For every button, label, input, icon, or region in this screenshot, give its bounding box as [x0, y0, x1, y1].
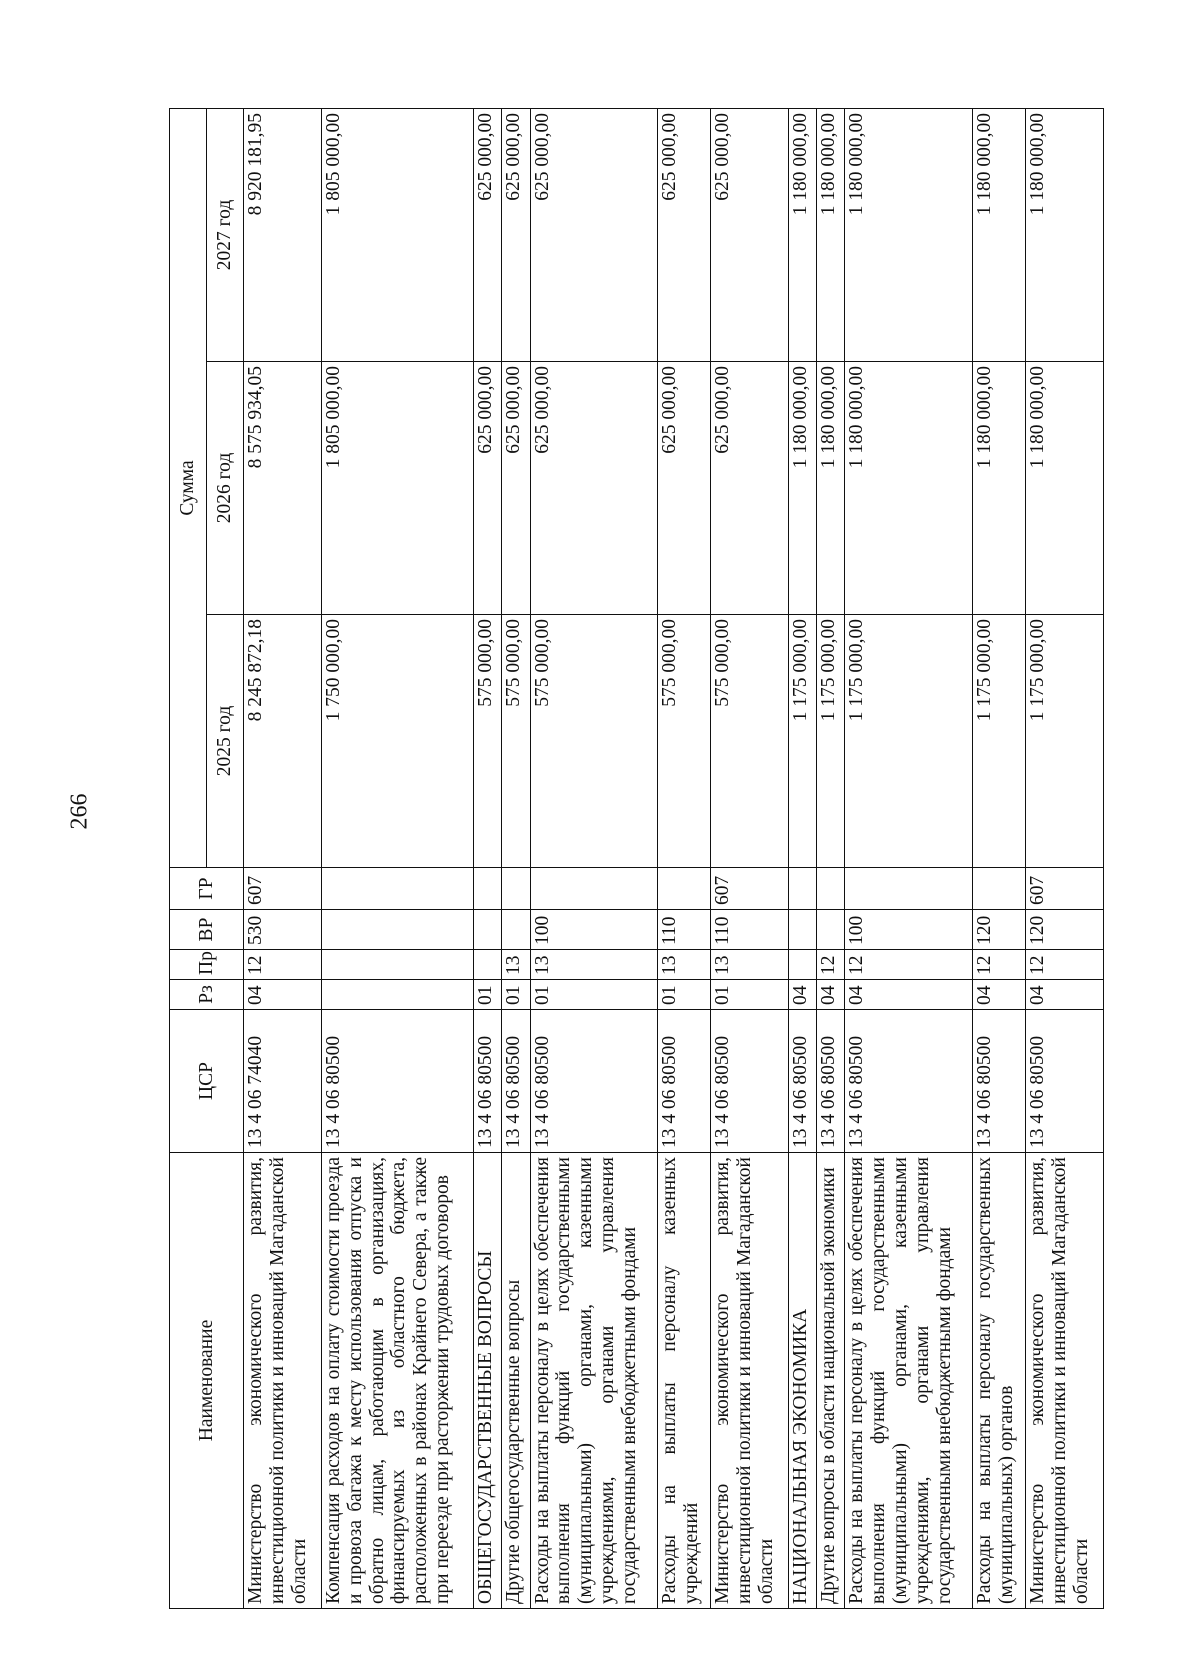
row-sum-2025: 1 750 000,00 — [321, 615, 473, 868]
row-sum-2025: 8 245 872,18 — [244, 615, 322, 868]
row-csr: 13 4 06 80500 — [972, 1010, 1025, 1153]
row-sum-2025: 575 000,00 — [530, 615, 658, 868]
row-sum-2027: 1 180 000,00 — [1026, 109, 1104, 362]
row-gr: 607 — [711, 868, 789, 910]
table-row — [244, 109, 322, 1609]
row-name: НАЦИОНАЛЬНАЯ ЭКОНОМИКА — [789, 1153, 817, 1609]
table-row — [817, 109, 845, 1609]
row-vr: 100 — [845, 910, 973, 950]
row-vr — [502, 910, 530, 950]
row-rz: 04 — [1026, 980, 1104, 1010]
header-name: Наименование — [170, 1153, 244, 1609]
row-csr: 13 4 06 80500 — [789, 1010, 817, 1153]
row-pr — [321, 950, 473, 980]
row-name: Другие вопросы в области национальной экономики — [817, 1153, 845, 1609]
row-rz — [321, 980, 473, 1010]
row-sum-2026: 625 000,00 — [658, 362, 711, 615]
row-csr: 13 4 06 80500 — [658, 1010, 711, 1153]
row-pr: 12 — [972, 950, 1025, 980]
row-name: Министерство экономического развития, инвестиционной политики и инноваций Магаданской области — [244, 1153, 322, 1609]
row-sum-2025: 1 175 000,00 — [972, 615, 1025, 868]
row-sum-2027: 1 180 000,00 — [789, 109, 817, 362]
row-vr — [789, 910, 817, 950]
table-row — [658, 109, 711, 1609]
table-row — [474, 109, 502, 1609]
row-csr: 13 4 06 80500 — [845, 1010, 973, 1153]
budget-table — [169, 108, 1104, 1609]
row-pr: 12 — [1026, 950, 1104, 980]
row-gr — [817, 868, 845, 910]
row-name: Расходы на выплаты персоналу казенных учреждений — [658, 1153, 711, 1609]
row-csr: 13 4 06 80500 — [1026, 1010, 1104, 1153]
row-sum-2026: 1 805 000,00 — [321, 362, 473, 615]
row-rz: 01 — [502, 980, 530, 1010]
row-rz: 04 — [789, 980, 817, 1010]
row-sum-2026: 625 000,00 — [711, 362, 789, 615]
row-rz: 01 — [474, 980, 502, 1010]
row-vr — [817, 910, 845, 950]
row-sum-2027: 8 920 181,95 — [244, 109, 322, 362]
row-gr — [789, 868, 817, 910]
row-sum-2026: 1 180 000,00 — [789, 362, 817, 615]
row-csr: 13 4 06 80500 — [530, 1010, 658, 1153]
table-row — [530, 109, 658, 1609]
row-sum-2027: 1 805 000,00 — [321, 109, 473, 362]
row-gr — [530, 868, 658, 910]
row-vr: 120 — [972, 910, 1025, 950]
row-gr — [502, 868, 530, 910]
row-name: Компенсация расходов на оплату стоимости проезда и провоза багажа к месту использования отпуска и обратно лицам, работающим в организациях, финансируемых из областного бюджета, расположенных в районах Крайнего Севера, а также при переезде при расторжении трудовых договоров — [321, 1153, 473, 1609]
row-gr — [845, 868, 973, 910]
row-name: Министерство экономического развития, инвестиционной политики и инноваций Магаданской области — [711, 1153, 789, 1609]
row-sum-2027: 625 000,00 — [711, 109, 789, 362]
row-vr: 120 — [1026, 910, 1104, 950]
row-vr — [474, 910, 502, 950]
header-pr: Пр — [170, 950, 244, 980]
table-row — [711, 109, 789, 1609]
row-sum-2026: 8 575 934,05 — [244, 362, 322, 615]
row-csr: 13 4 06 80500 — [711, 1010, 789, 1153]
row-sum-2026: 1 180 000,00 — [845, 362, 973, 615]
row-sum-2027: 625 000,00 — [502, 109, 530, 362]
row-sum-2027: 1 180 000,00 — [817, 109, 845, 362]
row-sum-2026: 625 000,00 — [530, 362, 658, 615]
row-pr: 13 — [502, 950, 530, 980]
row-rz: 01 — [711, 980, 789, 1010]
row-name: Министерство экономического развития, инвестиционной политики и инноваций Магаданской области — [1026, 1153, 1104, 1609]
row-rz: 01 — [530, 980, 658, 1010]
row-sum-2027: 625 000,00 — [658, 109, 711, 362]
row-name: Расходы на выплаты персоналу в целях обеспечения выполнения функций государственными (муниципальными) органами, казенными учреждениями, органами управления государственными внебюджетными фондами — [530, 1153, 658, 1609]
table-row — [845, 109, 973, 1609]
row-csr: 13 4 06 80500 — [321, 1010, 473, 1153]
row-pr: 13 — [658, 950, 711, 980]
table-row — [972, 109, 1025, 1609]
row-gr — [972, 868, 1025, 910]
header-gr: ГР — [170, 868, 244, 910]
header-vr: ВР — [170, 910, 244, 950]
row-gr — [658, 868, 711, 910]
row-name: ОБЩЕГОСУДАРСТВЕННЫЕ ВОПРОСЫ — [474, 1153, 502, 1609]
row-sum-2027: 625 000,00 — [530, 109, 658, 362]
row-sum-2025: 1 175 000,00 — [1026, 615, 1104, 868]
row-pr — [474, 950, 502, 980]
header-year-2026: 2026 год — [207, 362, 244, 615]
row-csr: 13 4 06 80500 — [474, 1010, 502, 1153]
row-gr — [321, 868, 473, 910]
row-name: Другие общегосударственные вопросы — [502, 1153, 530, 1609]
row-sum-2025: 575 000,00 — [474, 615, 502, 868]
row-vr: 100 — [530, 910, 658, 950]
row-sum-2026: 1 180 000,00 — [817, 362, 845, 615]
header-rz: Рз — [170, 980, 244, 1010]
row-sum-2027: 1 180 000,00 — [972, 109, 1025, 362]
row-csr: 13 4 06 80500 — [817, 1010, 845, 1153]
table-row — [1026, 109, 1104, 1609]
header-year-2027: 2027 год — [207, 109, 244, 362]
row-sum-2025: 1 175 000,00 — [789, 615, 817, 868]
row-pr: 13 — [711, 950, 789, 980]
table-row — [321, 109, 473, 1609]
row-sum-2026: 625 000,00 — [502, 362, 530, 615]
row-vr — [321, 910, 473, 950]
row-csr: 13 4 06 74040 — [244, 1010, 322, 1153]
row-rz: 01 — [658, 980, 711, 1010]
row-sum-2025: 1 175 000,00 — [817, 615, 845, 868]
page-number: 266 — [66, 793, 93, 830]
row-sum-2026: 625 000,00 — [474, 362, 502, 615]
row-sum-2025: 575 000,00 — [711, 615, 789, 868]
header-csr: ЦСР — [170, 1010, 244, 1153]
table-header-row — [170, 109, 207, 1609]
header-year-2025: 2025 год — [207, 615, 244, 868]
row-name: Расходы на выплаты персоналу государственных (муниципальных) органов — [972, 1153, 1025, 1609]
row-rz: 04 — [817, 980, 845, 1010]
row-gr: 607 — [244, 868, 322, 910]
rotated-table-wrapper — [169, 109, 1104, 1609]
row-pr: 13 — [530, 950, 658, 980]
row-sum-2027: 625 000,00 — [474, 109, 502, 362]
row-vr: 110 — [658, 910, 711, 950]
table-row — [789, 109, 817, 1609]
row-name: Расходы на выплаты персоналу в целях обеспечения выполнения функций государственными (муниципальными) органами, казенными учреждениями, органами управления государственными внебюджетными фондами — [845, 1153, 973, 1609]
row-pr: 12 — [817, 950, 845, 980]
row-rz: 04 — [244, 980, 322, 1010]
row-sum-2025: 575 000,00 — [502, 615, 530, 868]
row-vr: 530 — [244, 910, 322, 950]
row-csr: 13 4 06 80500 — [502, 1010, 530, 1153]
row-sum-2027: 1 180 000,00 — [845, 109, 973, 362]
row-pr: 12 — [845, 950, 973, 980]
row-sum-2025: 575 000,00 — [658, 615, 711, 868]
row-rz: 04 — [845, 980, 973, 1010]
row-sum-2026: 1 180 000,00 — [1026, 362, 1104, 615]
row-sum-2026: 1 180 000,00 — [972, 362, 1025, 615]
table-row — [502, 109, 530, 1609]
row-pr: 12 — [244, 950, 322, 980]
row-gr: 607 — [1026, 868, 1104, 910]
row-sum-2025: 1 175 000,00 — [845, 615, 973, 868]
row-gr — [474, 868, 502, 910]
header-sum: Сумма — [170, 109, 207, 868]
row-vr: 110 — [711, 910, 789, 950]
row-rz: 04 — [972, 980, 1025, 1010]
row-pr — [789, 950, 817, 980]
